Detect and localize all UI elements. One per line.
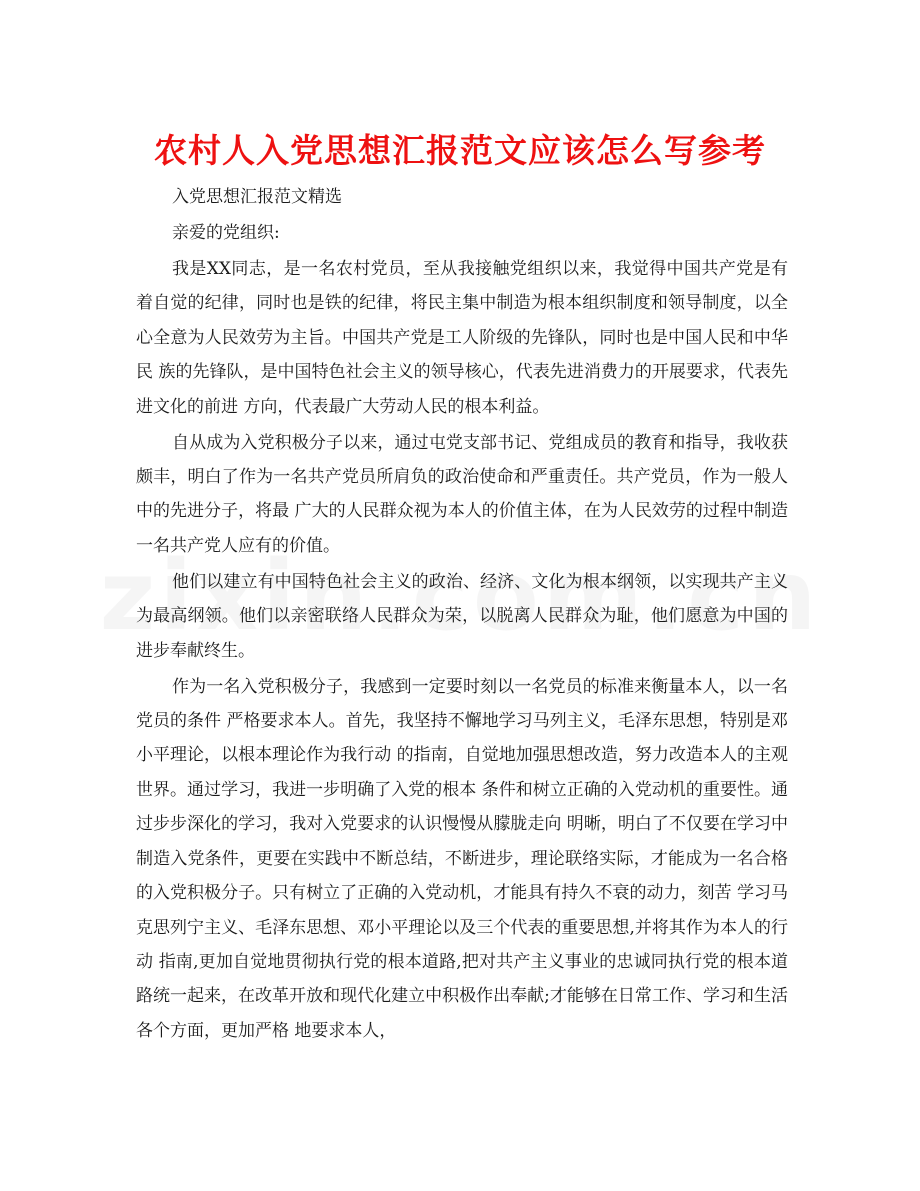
paragraph: 他们以建立有中国特色社会主义的政治、经济、文化为根本纲领，以实现共产主义为最高纲领。他们以亲密联络人民群众为荣，以脱离人民群众为耻，他们愿意为中国的进步奉献终生。 [136,571,788,661]
paragraph: 作为一名入党积极分子，我感到一定要时刻以一名党员的标准来衡量本人，以一名党员的条件 严格要求本人。首先，我坚持不懈地学习马列主义，毛泽东思想，特别是邓小平理论，以根本理论作为我行动 的指南，自觉地加强思想改造，努力改造本人的主观世界。通过学习，我进一步明确了入党的根本 条件和树立正确的入党动机的重要性。通过步步深化的学习，我对入党要求的认识慢慢从朦胧走向 明晰，明白了不仅要在学习中制造入党条件，更要在实践中不断总结，不断进步，理论联络实际，才能成为一名合格的入党积极分子。只有树立了正确的入党动机，才能具有持久不衰的动力，刻苦 学习马克思列宁主义、毛泽东思想、邓小平理论以及三个代表的重要思想,并将其作为本人的行动 指南,更加自觉地贯彻执行党的根本道路,把对共产主义事业的忠诚同执行党的根本道路统一起来，在改革开放和现代化建立中积极作出奉献;才能够在日常工作、学习和生活各个方面，更加严格 地要求本人， [136,676,788,1041]
document-title: 农村人入党思想汇报范文应该怎么写参考 [154,131,766,170]
document-body [136,180,788,1050]
paragraph: 自从成为入党积极分子以来，通过屯党支部书记、党组成员的教育和指导，我收获颇丰，明白了作为一名共产党员所肩负的政治使命和严重责任。共产党员，作为一般人中的先进分子，将最 广大的人民群众视为本人的价值主体，在为人民效劳的过程中制造一名共产党人应有的价值。 [136,432,788,556]
subtitle-line: 入党思想汇报范文精选 [172,187,342,207]
paragraph: 我是XX同志，是一名农村党员，至从我接触党组织以来，我觉得中国共产党是有着自觉的纪律，同时也是铁的纪律，将民主集中制造为根本组织制度和领导制度，以全心全意为人民效劳为主旨。中国共产党是工人阶级的先锋队，同时也是中国人民和中华民 族的先锋队，是中国特色社会主义的领导核心，代表先进消费力的开展要求，代表先进文化的前进 方向，代表最广大劳动人民的根本利益。 [136,259,788,417]
greeting-line: 亲爱的党组织: [172,223,280,243]
